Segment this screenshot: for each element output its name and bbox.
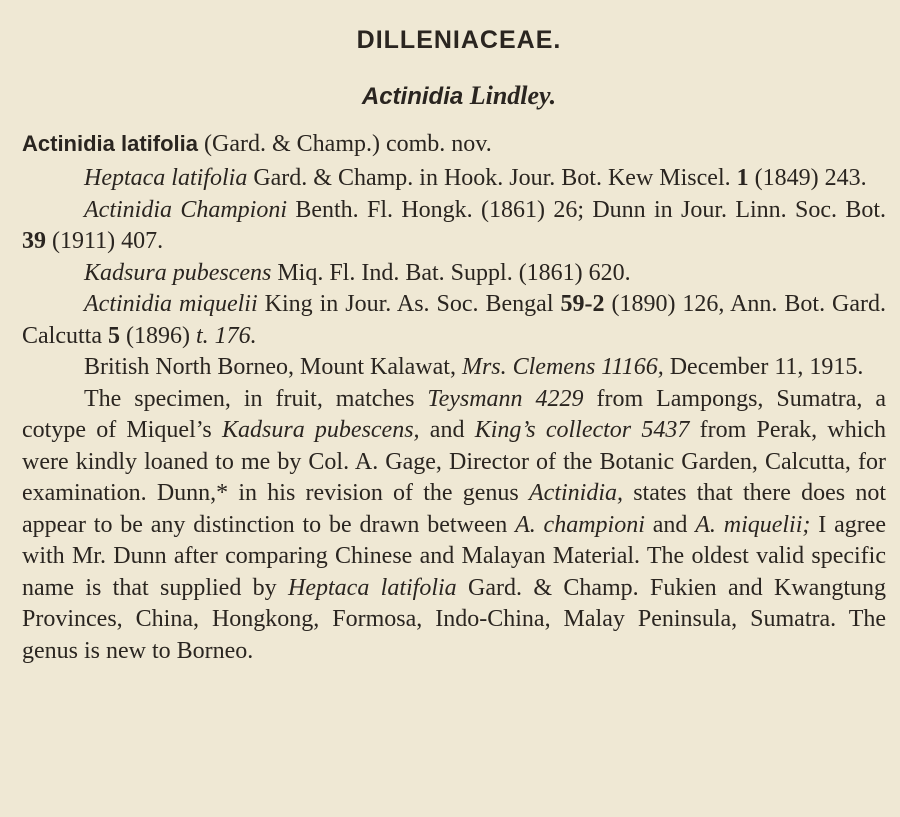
discussion-paragraph — [22, 384, 886, 668]
synonym-4-plate: t. 176. — [195, 322, 257, 349]
synonym-3-citation: Miq. Fl. Ind. Bat. Suppl. (1861) 620. — [277, 259, 631, 286]
discussion-taxon-kadsura: Kadsura pubescens, — [222, 417, 420, 443]
synonym-1-citation: Gard. & Champ. in Hook. Jour. Bot. Kew Miscel. — [253, 165, 731, 191]
discussion-taxon-championi: A. championi — [515, 511, 645, 538]
genus-author: Lindley. — [469, 81, 557, 110]
synonym-4-citation-year: (1896) — [125, 322, 190, 349]
discussion-text-4: from Perak, which were kindly loaned to me by Col. A. Gage, Director of the Botanic Garden, Calcutta, for examination. Dunn,* in his revision of the genus — [22, 417, 887, 506]
synonym-3-name: Kadsura pubescens — [84, 259, 272, 286]
specimen-collector: Mrs. Clemens 11166, — [461, 354, 664, 380]
synonym-1 — [22, 163, 886, 195]
specimen-citation — [22, 352, 886, 384]
discussion-taxon-heptaca: Heptaca latifolia — [288, 574, 457, 601]
synonym-4-name: Actinidia miquelii — [84, 291, 258, 317]
synonym-2-volume: 39 — [22, 228, 46, 254]
synonym-4-citation-mid: (1890) 126, Ann. Bot. Gard. Calcutta — [22, 291, 887, 349]
specimen-date: December 11, 1915. — [669, 354, 864, 380]
discussion-specimen-teysmann: Teysmann 4229 — [427, 385, 584, 412]
synonym-1-name: Heptaca latifolia — [84, 165, 248, 191]
discussion-taxon-miquelii: A. miquelii; — [695, 511, 811, 538]
synonym-1-citation-end: (1849) 243. — [754, 165, 867, 191]
discussion-text-2: from Lampongs, Sumatra, a cotype of Miquel’s — [22, 385, 886, 443]
synonym-2 — [22, 195, 886, 258]
synonym-2-citation-end: (1911) 407. — [52, 228, 164, 254]
species-heading — [22, 128, 886, 160]
synonym-4-volume: 59-2 — [560, 291, 605, 317]
discussion-text-1: The specimen, in fruit, matches — [84, 385, 415, 412]
discussion-text-6: and — [652, 511, 688, 538]
synonym-4-volume-2: 5 — [107, 322, 120, 349]
synonym-4-citation: King in Jour. As. Soc. Bengal — [264, 291, 554, 317]
genus-heading — [22, 76, 886, 116]
discussion-text-7: I agree with Mr. Dunn after comparing Chinese and Malayan Material. The oldest valid specific name is that supplied by — [22, 511, 887, 601]
synonym-2-citation: Benth. Fl. Hongk. (1861) 26; Dunn in Jour. Linn. Soc. Bot. — [295, 196, 887, 223]
synonym-3 — [22, 258, 886, 290]
species-authority: (Gard. & Champ.) comb. nov. — [204, 131, 492, 157]
synonym-4 — [22, 289, 886, 352]
discussion-specimen-king: King’s collector 5437 — [474, 417, 690, 443]
discussion-genus-actinidia: Actinidia, — [529, 480, 623, 506]
family-heading: DILLENIACEAE. — [356, 26, 562, 54]
discussion-text-5: states that there does not appear to be any distinction to be drawn between — [22, 480, 887, 538]
synonym-1-volume: 1 — [736, 165, 749, 191]
discussion-text-3: and — [429, 417, 465, 443]
genus-name: Actinidia — [361, 83, 464, 110]
species-name: Actinidia latifolia — [22, 131, 199, 156]
discussion-text-8: Gard. & Champ. Fukien and Kwangtung Provinces, China, Hongkong, Formosa, Indo-China, Malay Peninsula, Sumatra. The genus is new to Borneo. — [22, 574, 887, 664]
synonym-2-name: Actinidia Championi — [84, 196, 287, 223]
specimen-locality: British North Borneo, Mount Kalawat, — [84, 354, 456, 380]
